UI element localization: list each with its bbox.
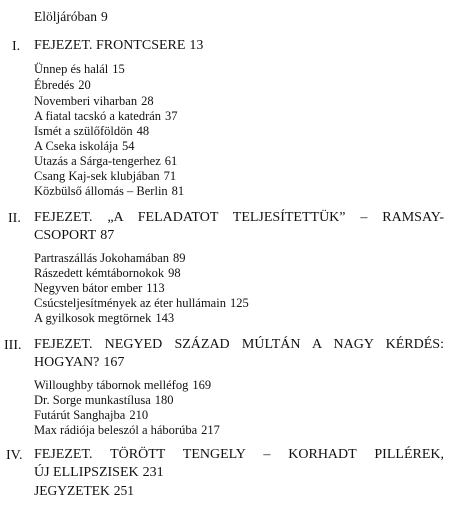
chapter-title-line: FEJEZET. FRONTCSERE [34,38,186,53]
toc-item: Negyven bátor ember 113 [34,281,165,295]
chapter-title-line: HOGYAN? [34,355,100,370]
chapter-heading [34,209,444,227]
toc-item: Novemberi viharban 28 [34,94,154,108]
chapter-title-line: FEJEZET. TÖRÖTT TENGELY – KORHADT PILLÉREK, [34,447,444,462]
chapter-page-number: 167 [103,355,125,370]
chapter-title-line: FEJEZET. NEGYED SZÁZAD MÚLTÁN A NAGY KÉRDÉS: [34,337,444,352]
toc-item: Dr. Sorge munkastílusa 180 [34,393,174,407]
toc-item: A Cseka iskolája 54 [34,139,135,153]
toc-item: A gyilkosok megtörnek 143 [34,311,175,325]
toc-page-number: 251 [113,483,134,498]
toc-entry-title: JEGYZETEK [34,483,110,498]
chapter-title-line: CSOPORT [34,228,97,243]
chapter-number: IV. [6,448,23,463]
toc-entry-title: Elöljáróban [34,9,97,24]
toc-entry-endnotes [34,484,134,498]
chapter-heading [34,37,444,55]
toc-item: Partraszállás Jokohamában 89 [34,251,186,265]
chapter-heading-continued [34,354,444,372]
chapter-number: III. [4,338,22,353]
chapter-number: II. [8,211,21,226]
chapter-title-line: FEJEZET. „A FELADATOT TELJESÍTETTÜK” – RAMSAY- [34,210,444,225]
toc-item: Közbülső állomás – Berlin 81 [34,184,185,198]
chapter-page-number: 13 [189,38,204,53]
toc-page-number: 9 [100,9,108,24]
toc-item: Willoughby tábornok melléfog 169 [34,378,212,392]
chapter-title-line: ÚJ ELLIPSZISEK [34,465,139,480]
chapter-heading-continued [34,227,444,245]
chapter-number: I. [12,39,21,54]
toc-item: Csang Kaj-sek klubjában 71 [34,169,177,183]
chapter-page-number: 87 [100,228,115,243]
chapter-page-number: 231 [142,465,164,480]
toc-item: Ismét a szülőföldön 48 [34,124,150,138]
toc-item: Utazás a Sárga-tengerhez 61 [34,154,178,168]
toc-item: Futárút Sanghajba 210 [34,408,149,422]
chapter-heading [34,336,444,354]
toc-entry-intro [34,10,108,24]
toc-item: A fiatal tacskó a katedrán 37 [34,109,178,123]
toc-item: Csúcsteljesítmények az éter hullámain 125 [34,296,249,310]
toc-item: Ünnep és halál 15 [34,62,125,76]
chapter-heading-continued [34,464,444,482]
toc-item: Ébredés 20 [34,78,91,92]
toc-item: Rászedett kémtábornokok 98 [34,266,181,280]
toc-item: Max rádiója beleszól a háborúba 217 [34,423,220,437]
chapter-heading [34,446,444,464]
